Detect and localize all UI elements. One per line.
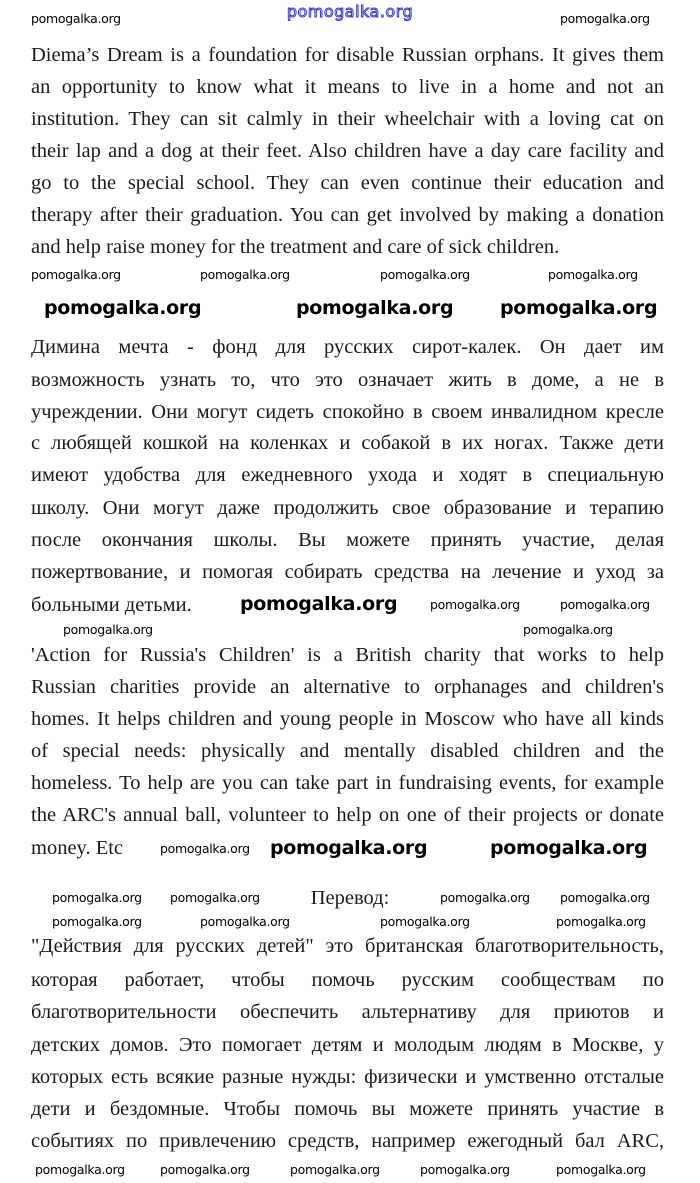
watermark: pomogalka.org (556, 1162, 646, 1177)
watermark: pomogalka.org (35, 1162, 125, 1177)
text-line: событиях по привлечению средств, например ежегодный бал ARC, (31, 1130, 664, 1152)
text-line: homes. It helps children and young people in Moscow who have all kinds (31, 708, 664, 730)
watermark: pomogalka.org (160, 1162, 250, 1177)
watermark: pomogalka.org (290, 1162, 380, 1177)
text-line: homeless. To help are you can take part in fundraising events, for example (31, 772, 664, 794)
watermark: pomogalka.org (160, 841, 250, 856)
watermark: pomogalka.org (31, 11, 121, 26)
watermark: pomogalka.org (170, 890, 260, 905)
text-line: школу. Они могут даже продолжить свое образование и терапию (31, 497, 664, 519)
text-line: an opportunity to know what it means to live in a home and not an (31, 76, 664, 98)
top-watermark: pomogalka.org (286, 2, 414, 21)
watermark: pomogalka.org (240, 593, 398, 615)
watermark: pomogalka.org (380, 914, 470, 929)
text-line: пожертвование, и помогая собирать средства на лечение и уход за (31, 561, 664, 583)
text-line: 'Action for Russia's Children' is a British charity that works to help (31, 644, 664, 666)
text-line: institution. They can sit calmly in their wheelchair with a loving cat on (31, 108, 664, 130)
text-line: their lap and a dog at their feet. Also children have a day care facility and (31, 140, 664, 162)
text-line: с любящей кошкой на коленках и собакой в их ногах. Также дети (31, 432, 664, 454)
watermark: pomogalka.org (420, 1162, 510, 1177)
watermark: pomogalka.org (523, 622, 613, 637)
text-line: дети и бездомные. Чтобы помочь вы можете принять участие в (31, 1098, 664, 1120)
text-line: Russian charities provide an alternative to orphanages and children's (31, 676, 664, 698)
text-line: money. Etc (31, 837, 124, 859)
watermark: pomogalka.org (52, 890, 142, 905)
watermark: pomogalka.org (270, 837, 428, 859)
watermark: pomogalka.org (560, 11, 650, 26)
text-line: and help raise money for the treatment and care of sick children. (31, 236, 560, 258)
watermark: pomogalka.org (52, 914, 142, 929)
watermark: pomogalka.org (296, 297, 454, 319)
text-line: детских домов. Это помогает детям и молодым людям в Москве, у (31, 1034, 664, 1056)
text-line: Димина мечта - фонд для русских сирот-калек. Он дает им (31, 336, 664, 358)
watermark: pomogalka.org (380, 267, 470, 282)
text-line: возможность узнать то, что это означает жить в доме, а не в (31, 369, 664, 391)
watermark: pomogalka.org (490, 837, 648, 859)
watermark: pomogalka.org (430, 597, 520, 612)
text-line: больными детьми. (31, 594, 192, 616)
watermark: pomogalka.org (200, 267, 290, 282)
watermark: pomogalka.org (548, 267, 638, 282)
translation-heading: Перевод: (310, 887, 390, 909)
watermark: pomogalka.org (63, 622, 153, 637)
text-line: учреждении. Они могут сидеть спокойно в своем инвалидном кресле (31, 401, 664, 423)
text-line: of special needs: physically and mentally disabled children and the (31, 740, 664, 762)
watermark: pomogalka.org (44, 297, 202, 319)
text-line: therapy after their graduation. You can get involved by making a donation (31, 204, 664, 226)
watermark: pomogalka.org (560, 890, 650, 905)
watermark: pomogalka.org (440, 890, 530, 905)
text-line: благотворительности обеспечить альтернативу для приютов и (31, 1001, 664, 1023)
watermark: pomogalka.org (31, 267, 121, 282)
watermark: pomogalka.org (556, 914, 646, 929)
text-line: go to the special school. They can even continue their education and (31, 172, 664, 194)
watermark: pomogalka.org (560, 597, 650, 612)
text-line: имеют удобства для ежедневного ухода и ходят в специальную (31, 464, 664, 486)
text-line: "Действия для русских детей" это британская благотворительность, (31, 935, 664, 957)
watermark: pomogalka.org (500, 297, 658, 319)
watermark: pomogalka.org (200, 914, 290, 929)
text-line: которых есть всякие разные нужды: физически и умственно отсталые (31, 1066, 664, 1088)
text-line: которая работает, чтобы помочь русским сообществам по (31, 969, 664, 991)
text-line: после окончания школы. Вы можете принять участие, делая (31, 529, 664, 551)
text-line: Diema’s Dream is a foundation for disable Russian orphans. It gives them (31, 44, 664, 66)
text-line: the ARC's annual ball, volunteer to help on one of their projects or donate (31, 804, 664, 826)
